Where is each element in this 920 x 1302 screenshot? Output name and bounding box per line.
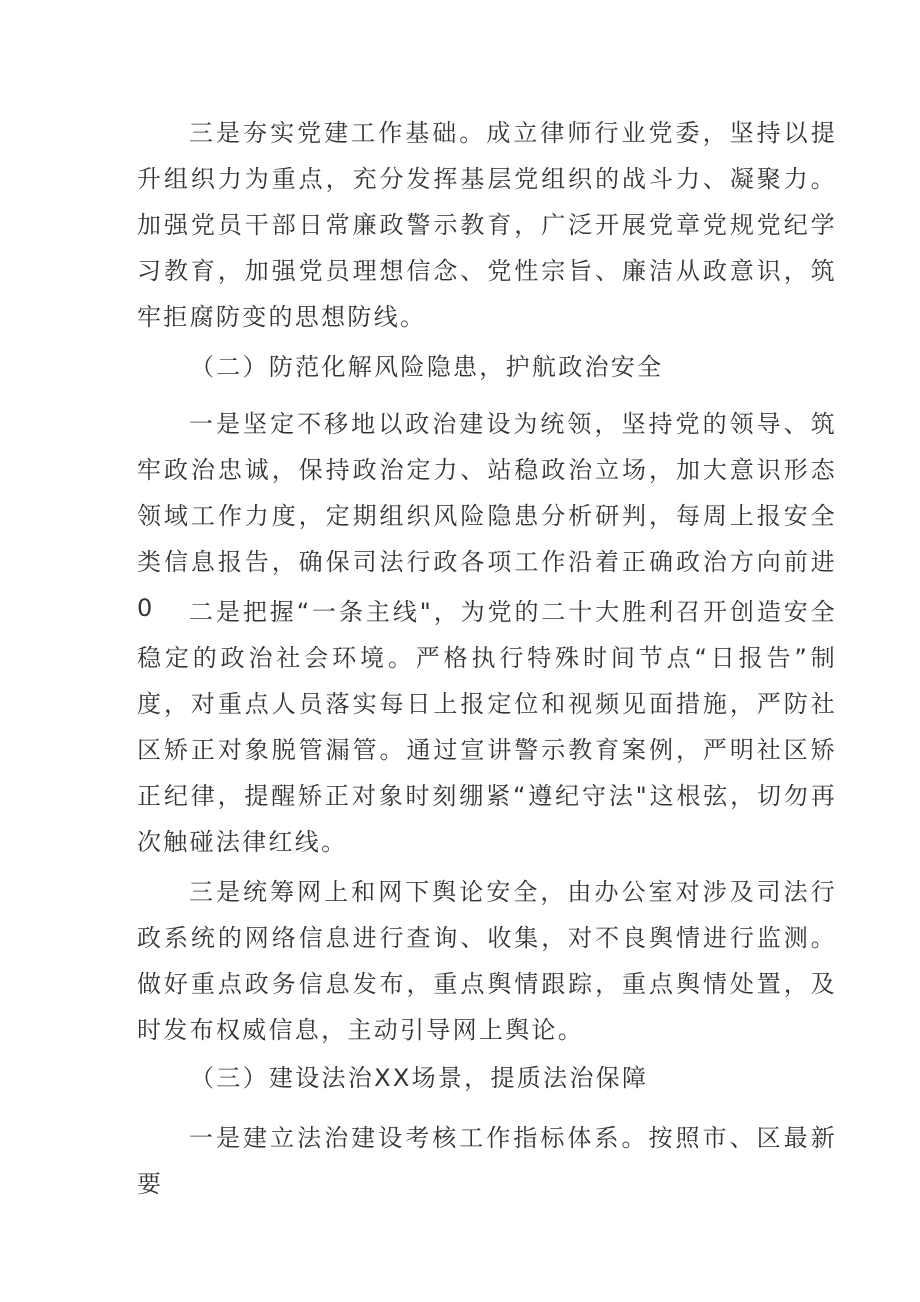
paragraph-rule-of-law-index: 一是建立法治建设考核工作指标体系。按照市、区最新要 bbox=[137, 1124, 837, 1198]
paragraph-party-building: 三是夯实党建工作基础。成立律师行业党委，坚持以提升组织力为重点，充分发挥基层党组织的战斗力、凝聚力。加强党员干部日常廉政警示教育，广泛开展党章党规党纪学习教育，加强党员理想信念、党性宗旨、廉洁从政意识，筑牢拒腐防变的思想防线。 bbox=[137, 119, 837, 331]
section-heading-3: （三）建设法治XX场景，提质法治保障 bbox=[190, 1064, 649, 1092]
paragraph-political-building: 一是坚定不移地以政治建设为统领，坚持党的领导、筑牢政治忠诚，保持政治定力、站稳政治立场，加大意识形态领域工作力度，定期组织风险隐患分析研判，每周上报安全类信息报告，确保司法行政各项工作沿着正确政治方向前进0 bbox=[137, 410, 837, 622]
paragraph-main-line: 二是把握“一条主线"，为党的二十大胜利召开创造安全稳定的政治社会环境。严格执行特殊时间节点“日报告”制度，对重点人员落实每日上报定位和视频见面措施，严防社区矫正对象脱管漏管。通过宣讲警示教育案例，严明社区矫正纪律，提醒矫正对象时刻绷紧“遵纪守法"这根弦，切勿再次触碰法律红线。 bbox=[137, 598, 837, 856]
paragraph-public-opinion: 三是统筹网上和网下舆论安全，由办公室对涉及司法行政系统的网络信息进行查询、收集，对不良舆情进行监测。做好重点政务信息发布，重点舆情跟踪，重点舆情处置，及时发布权威信息，主动引导网上舆论。 bbox=[137, 878, 837, 1044]
section-heading-2: （二）防范化解风险隐患，护航政治安全 bbox=[190, 353, 664, 381]
